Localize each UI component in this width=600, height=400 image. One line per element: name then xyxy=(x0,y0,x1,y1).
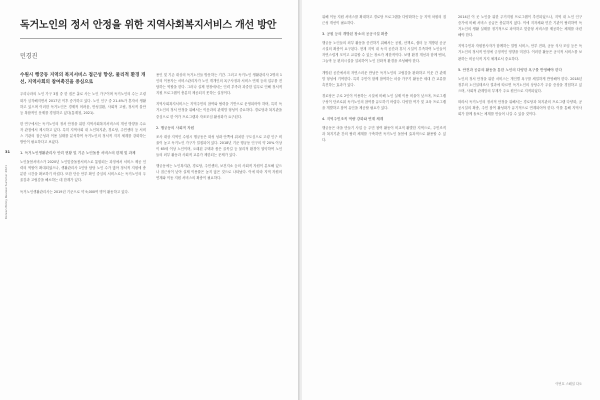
paragraph: 용인 및 기존 대상의 독거노인들 방문하는 기간. 그러고 독거노인 생활관리사 2명의 1인의 이용자는 서비스관리자가 노인 개개인의 욕구사정과 서비스 연계 등의 업무를 전담하는 역할을 한다. 그러나 실제 현장에서는 인력 부족과 과중한 업무로 인해 정서적 지원 프로그램이 충분히 제공되지 못하는 실정이다. xyxy=(156,73,282,96)
author-name: 민경진 xyxy=(20,53,38,60)
paragraph: 행궁동 노인들의 외부 활동을 증진하기 위해서는 공원, 산책로, 쉼터 등 개방된 공공시설의 확충이 요구된다. 현재 지역 내 녹지 공간과 휴식 시설이 부족하여 노인들이 자연스럽게 모이고 교류할 수 있는 장소가 제한적이다. 보행 환경 개선과 함께 벤치, 그늘막 등 편의시설을 설치하여 노인 친화적 환경을 조성해야 한다. xyxy=(322,41,446,64)
paragraph: 경로당은 주로 2인이 이용하는 시설에 비해 노인 실제 이용 비율이 낮으며, 프로그램 구성이 단조로워 독거노인의 참여를 유도하기 어렵다. 다양한 여가 및 교육 프로그램을 개발하고 참여 유인을 제공할 필요가 있다. xyxy=(322,93,446,111)
paragraph: 우리나라의 노인 가구 3집 중 한 집은 홀로 사는 노인 가구이며 독거노인의 수는 고령화가 심각해지면서 2017년 이후 증가하고 있다. 노인 인구 중 21.4%가 혼자서 생활하고 있으며 이러한 독거노인은 경제적 어려움, 만성질환, 사회적 고립, 정서적 불안 등 복합적인 문제를 경험하고 있다(통계청, 2021). xyxy=(20,92,146,115)
title-divider xyxy=(20,38,282,39)
page-footer: 이번호 스페셜 다오 xyxy=(555,382,582,386)
right-column-2 xyxy=(458,14,582,148)
article-title: 독거노인의 정서 안정을 위한 지역사회복지서비스 개선 방안 xyxy=(20,20,277,31)
section-heading: 5. 안전과 공유의 활동을 통한 노인의 다양한 욕구를 반영해야 한다 xyxy=(458,67,562,72)
right-columns xyxy=(322,14,582,148)
paragraph: 따라서 독거노인의 정서적 안정을 위해서는 경로당과 복지관의 프로그램 다양화, 공공시설의 확충, 주민 참여 활성화가 유기적으로 연계되어야 한다. 이를 통해 지역사회가 함께 돌보는 체계를 만들어 나갈 수 있을 것이다. xyxy=(458,99,582,117)
paragraph: 지역사회복지서비스는 지역주민의 참여와 협력을 기반으로 운영되어야 하며, 특히 독거노인의 정서 안정을 위해서는 이웃과의 관계망 형성이 중요하다. 경로당과 복지관을 중심으로 한 여가 프로그램과 자조모임 활성화가 요구된다. xyxy=(156,102,282,119)
paragraph: 한 연구에서는 독거노인의 정서 안정을 위한 지역사회복지서비스의 개선 방향을 수요자 관점에서 제시하고 있다. 특히 지역사회 내 노인복지관, 경로당, 주민센터 등 서비스 기관의 접근성과 이용 실태를 분석하여 독거노인의 정서적 지지 체계를 강화하는 방안이 필요하다고 보았다. xyxy=(20,121,146,145)
paragraph: 독거노인생활관리사는 2019년 기준으로 약 9,000여 명이 활동하고 있다. xyxy=(20,189,129,194)
left-column-2 xyxy=(156,72,282,200)
section-heading: 4. 지역주민조직 역량 강화와 연계 체계 xyxy=(322,117,384,122)
paragraph: 노인의 정서 안정을 위한 서비스는 개인별 욕구를 세밀하게 반영해야 한다. 2018년 정부의 노인실태조사 결과에 따르면 독거노인의 상당수가 우울 증상을 경험하고 있으며, 사회적 관계망의 부재가 주요 원인으로 지적되었다. xyxy=(458,76,582,93)
left-column-1 xyxy=(20,72,146,200)
paragraph: 위해 이동 지원 서비스를 확대하고 경로당 프로그램을 다양화하는 등 지역 차원의 접근성 개선이 필요하다. xyxy=(322,15,446,26)
section-heading: 3. 공원 등의 개방된 장소의 공공시설 확충 xyxy=(322,32,388,37)
paragraph: 노인돌봄서비스가 2020년 노인맞춤돌봄서비스로 통합되는 과정에서 서비스 제공 인력의 역할이 확대되었으나, 생활관리사 1인당 담당 노인 수가 많아 정서적 지원에 충분한 시간을 확보하기 어렵다. 또한 단순 안부 확인 중심의 서비스로는 독거노인의 우울감과 고립감을 해소하는 데 한계가 있다. xyxy=(20,160,146,183)
paragraph: 개방된 공간에서의 자연스러운 만남은 독거노인의 고립감을 완화하고 이웃 간 관계망 형성에 기여한다. 특히 주민이 함께 참여하는 마을 가꾸기 활동은 세대 간 교류를 촉진하는 효과가 있다. xyxy=(322,70,446,87)
paragraph: 행궁동은 마을 만들기 사업 등 주민 참여 활동이 비교적 활발한 지역으로, 주민조직과 복지기관 간의 협력 체계를 구축하면 독거노인 돌봄에 효과적으로 활용할 수 있다. xyxy=(322,126,446,143)
left-columns xyxy=(20,72,282,200)
paragraph: 조사 대상 지역인 수원시 행궁동은 화성 성곽 안쪽에 위치한 구도심으로 고령 인구 비율이 높고 독거노인 가구가 밀집되어 있다. 2018년 기준 행궁동 인구의 약 20% 이상이 65세 이상 노인이며, 오래된 주택과 좁은 골목길 등 물리적 환경이 열악하여 노인들의 외부 활동과 사회적 교류가 제한되는 문제가 있다. xyxy=(156,134,282,157)
right-page xyxy=(302,0,600,400)
paragraph: 지역주민과 자원봉사자가 함께하는 말벗 서비스, 안부 전화, 공동 식사 모임 등은 독거노인의 정서적 안정에 긍정적인 영향을 미친다. 이러한 활동은 공식적 서비스를 보완하는 비공식적 지지 체계로서 중요하다. xyxy=(458,44,582,61)
section-heading: 2. 행궁동의 사회적 자원 xyxy=(156,125,195,130)
abstract: 수원시 행궁동 지역의 복지서비스 접근성 향상, 물리적 환경 개선, 지역사회의 참여촉진을 중심으로 xyxy=(20,73,146,86)
section-heading: 1. 독거노인생활관리사 인력 현황 및 기존 노인돌봄 서비스의 한계 및 과제 xyxy=(20,151,136,156)
paragraph: 2014년 이 곳 노인을 위한 주거지원 프로그램이 추진되었으나, 지역 내 노인 인구 증가에 비해 서비스 공급은 충분하지 않다. 이에 지자체와 민간 기관이 협력하여 독거노인의 생활 실태를 정기적으로 파악하고 맞춤형 서비스를 제공하는 체계를 마련해야 한다. xyxy=(458,15,582,38)
page-number: 31 xyxy=(5,150,11,154)
right-column-1 xyxy=(322,14,446,148)
side-label: Korean Policy Review Summer 2021 xyxy=(4,165,8,219)
paragraph: 행궁동에는 노인복지관, 경로당, 주민센터, 보건지소 등의 사회적 자원이 분포해 있으나 접근성이 낮아 실제 이용률은 높지 않은 것으로 나타났다. 이에 따라 지역 자원의 연계와 이동 지원 서비스의 확충이 필요하다. xyxy=(156,164,282,181)
